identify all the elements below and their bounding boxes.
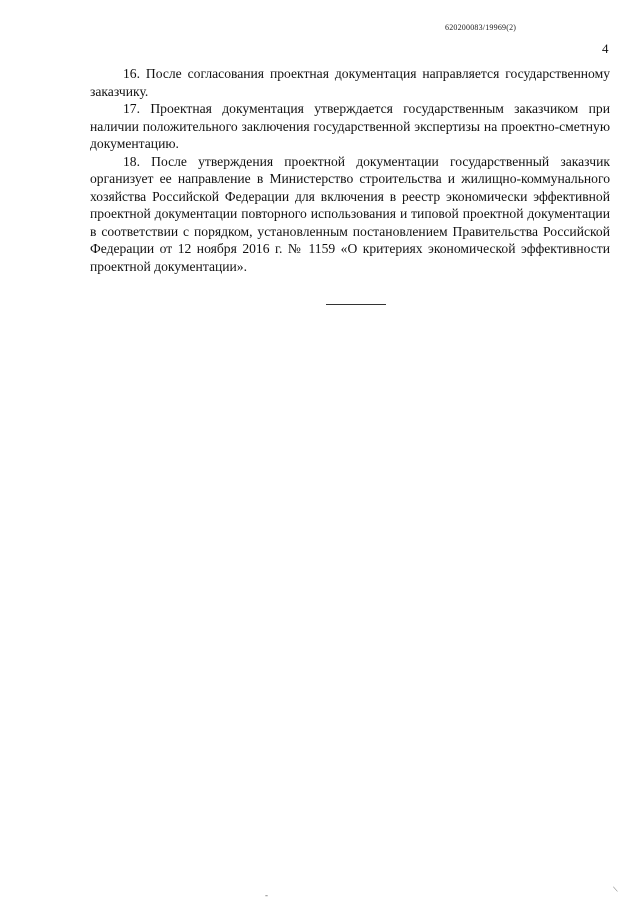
end-divider-line — [326, 304, 386, 305]
page-number: 4 — [602, 41, 609, 56]
scan-mark-corner: / — [610, 885, 621, 893]
scan-mark-bottom: - — [265, 890, 268, 900]
paragraph-16: 16. После согласования проектная документация направляется государственному заказчику. — [90, 66, 610, 99]
document-code: 620200083/19969(2) — [445, 23, 517, 32]
paragraph-18: 18. После утверждения проектной документации государственный заказчик организует ее направление в Министерство строительства и жилищно-коммунального хозяйства Российской Федерации для включения в реестр экономически эффективной проектной документации повторного использования и типовой проектной документации в соответствии с порядком, установленным постановлением Правительства Российской Федерации от 12 ноября 2016 г. № 1159 «О критериях экономической эффективности проектной документации». — [90, 153, 610, 274]
document-body — [90, 65, 610, 275]
paragraph-17: 17. Проектная документация утверждается государственным заказчиком при наличии положительного заключения государственной экспертизы на проектно-сметную документацию. — [90, 101, 610, 151]
